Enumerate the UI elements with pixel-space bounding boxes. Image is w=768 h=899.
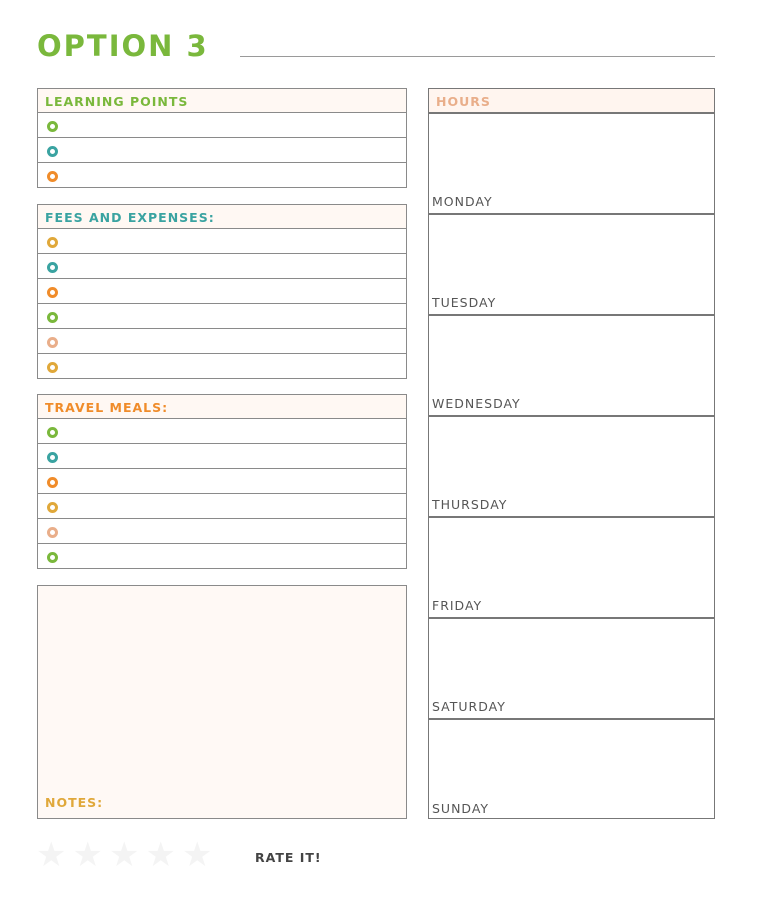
day-label: SATURDAY — [432, 699, 506, 714]
list-item[interactable] — [38, 254, 406, 279]
list-item[interactable] — [38, 329, 406, 354]
day-label: THURSDAY — [432, 497, 508, 512]
bullet-ring-icon — [47, 527, 58, 538]
day-label: SUNDAY — [432, 801, 490, 816]
day-label: WEDNESDAY — [432, 396, 521, 411]
bullet-ring-icon — [47, 262, 58, 273]
bullet-ring-icon — [47, 312, 58, 323]
star-rating[interactable] — [36, 835, 218, 875]
fees-expenses-panel — [37, 204, 407, 379]
travel-meals-panel — [37, 394, 407, 569]
star-icon[interactable]: ★ — [72, 835, 103, 875]
bullet-ring-icon — [47, 552, 58, 563]
bullet-ring-icon — [47, 146, 58, 157]
day-label: MONDAY — [432, 194, 493, 209]
bullet-ring-icon — [47, 452, 58, 463]
learning-points-list — [38, 113, 406, 187]
day-list — [429, 114, 714, 820]
bullet-ring-icon — [47, 427, 58, 438]
list-item[interactable] — [38, 138, 406, 163]
bullet-ring-icon — [47, 337, 58, 348]
list-item[interactable] — [38, 163, 406, 187]
bullet-ring-icon — [47, 171, 58, 182]
day-box-wednesday[interactable] — [429, 316, 714, 417]
rate-it-label: RATE IT! — [255, 850, 322, 865]
bullet-ring-icon — [47, 477, 58, 488]
list-item[interactable] — [38, 229, 406, 254]
day-box-sunday[interactable] — [429, 720, 714, 820]
day-label: FRIDAY — [432, 598, 483, 613]
notes-box[interactable] — [37, 585, 407, 819]
day-box-thursday[interactable] — [429, 417, 714, 518]
list-item[interactable] — [38, 419, 406, 444]
travel-meals-heading: TRAVEL MEALS: — [38, 395, 406, 419]
learning-points-panel — [37, 88, 407, 188]
list-item[interactable] — [38, 469, 406, 494]
fees-expenses-list — [38, 229, 406, 378]
list-item[interactable] — [38, 113, 406, 138]
page-title: OPTION 3 — [37, 29, 209, 63]
learning-points-heading: LEARNING POINTS — [38, 89, 406, 113]
day-box-friday[interactable] — [429, 518, 714, 619]
fees-expenses-heading: FEES AND EXPENSES: — [38, 205, 406, 229]
bullet-ring-icon — [47, 287, 58, 298]
day-label: TUESDAY — [432, 295, 497, 310]
title-underline — [240, 56, 715, 57]
day-box-saturday[interactable] — [429, 619, 714, 720]
bullet-ring-icon — [47, 502, 58, 513]
list-item[interactable] — [38, 354, 406, 378]
list-item[interactable] — [38, 279, 406, 304]
list-item[interactable] — [38, 519, 406, 544]
list-item[interactable] — [38, 494, 406, 519]
star-icon[interactable]: ★ — [36, 835, 67, 875]
list-item[interactable] — [38, 304, 406, 329]
bullet-ring-icon — [47, 121, 58, 132]
star-icon[interactable]: ★ — [145, 835, 176, 875]
travel-meals-list — [38, 419, 406, 568]
list-item[interactable] — [38, 444, 406, 469]
bullet-ring-icon — [47, 362, 58, 373]
notes-label: NOTES: — [45, 795, 104, 810]
bullet-ring-icon — [47, 237, 58, 248]
list-item[interactable] — [38, 544, 406, 568]
hours-panel — [428, 88, 715, 819]
hours-heading: HOURS — [429, 89, 714, 114]
day-box-tuesday[interactable] — [429, 215, 714, 316]
star-icon[interactable]: ★ — [108, 835, 140, 875]
star-icon[interactable]: ★ — [181, 835, 213, 875]
day-box-monday[interactable] — [429, 114, 714, 215]
